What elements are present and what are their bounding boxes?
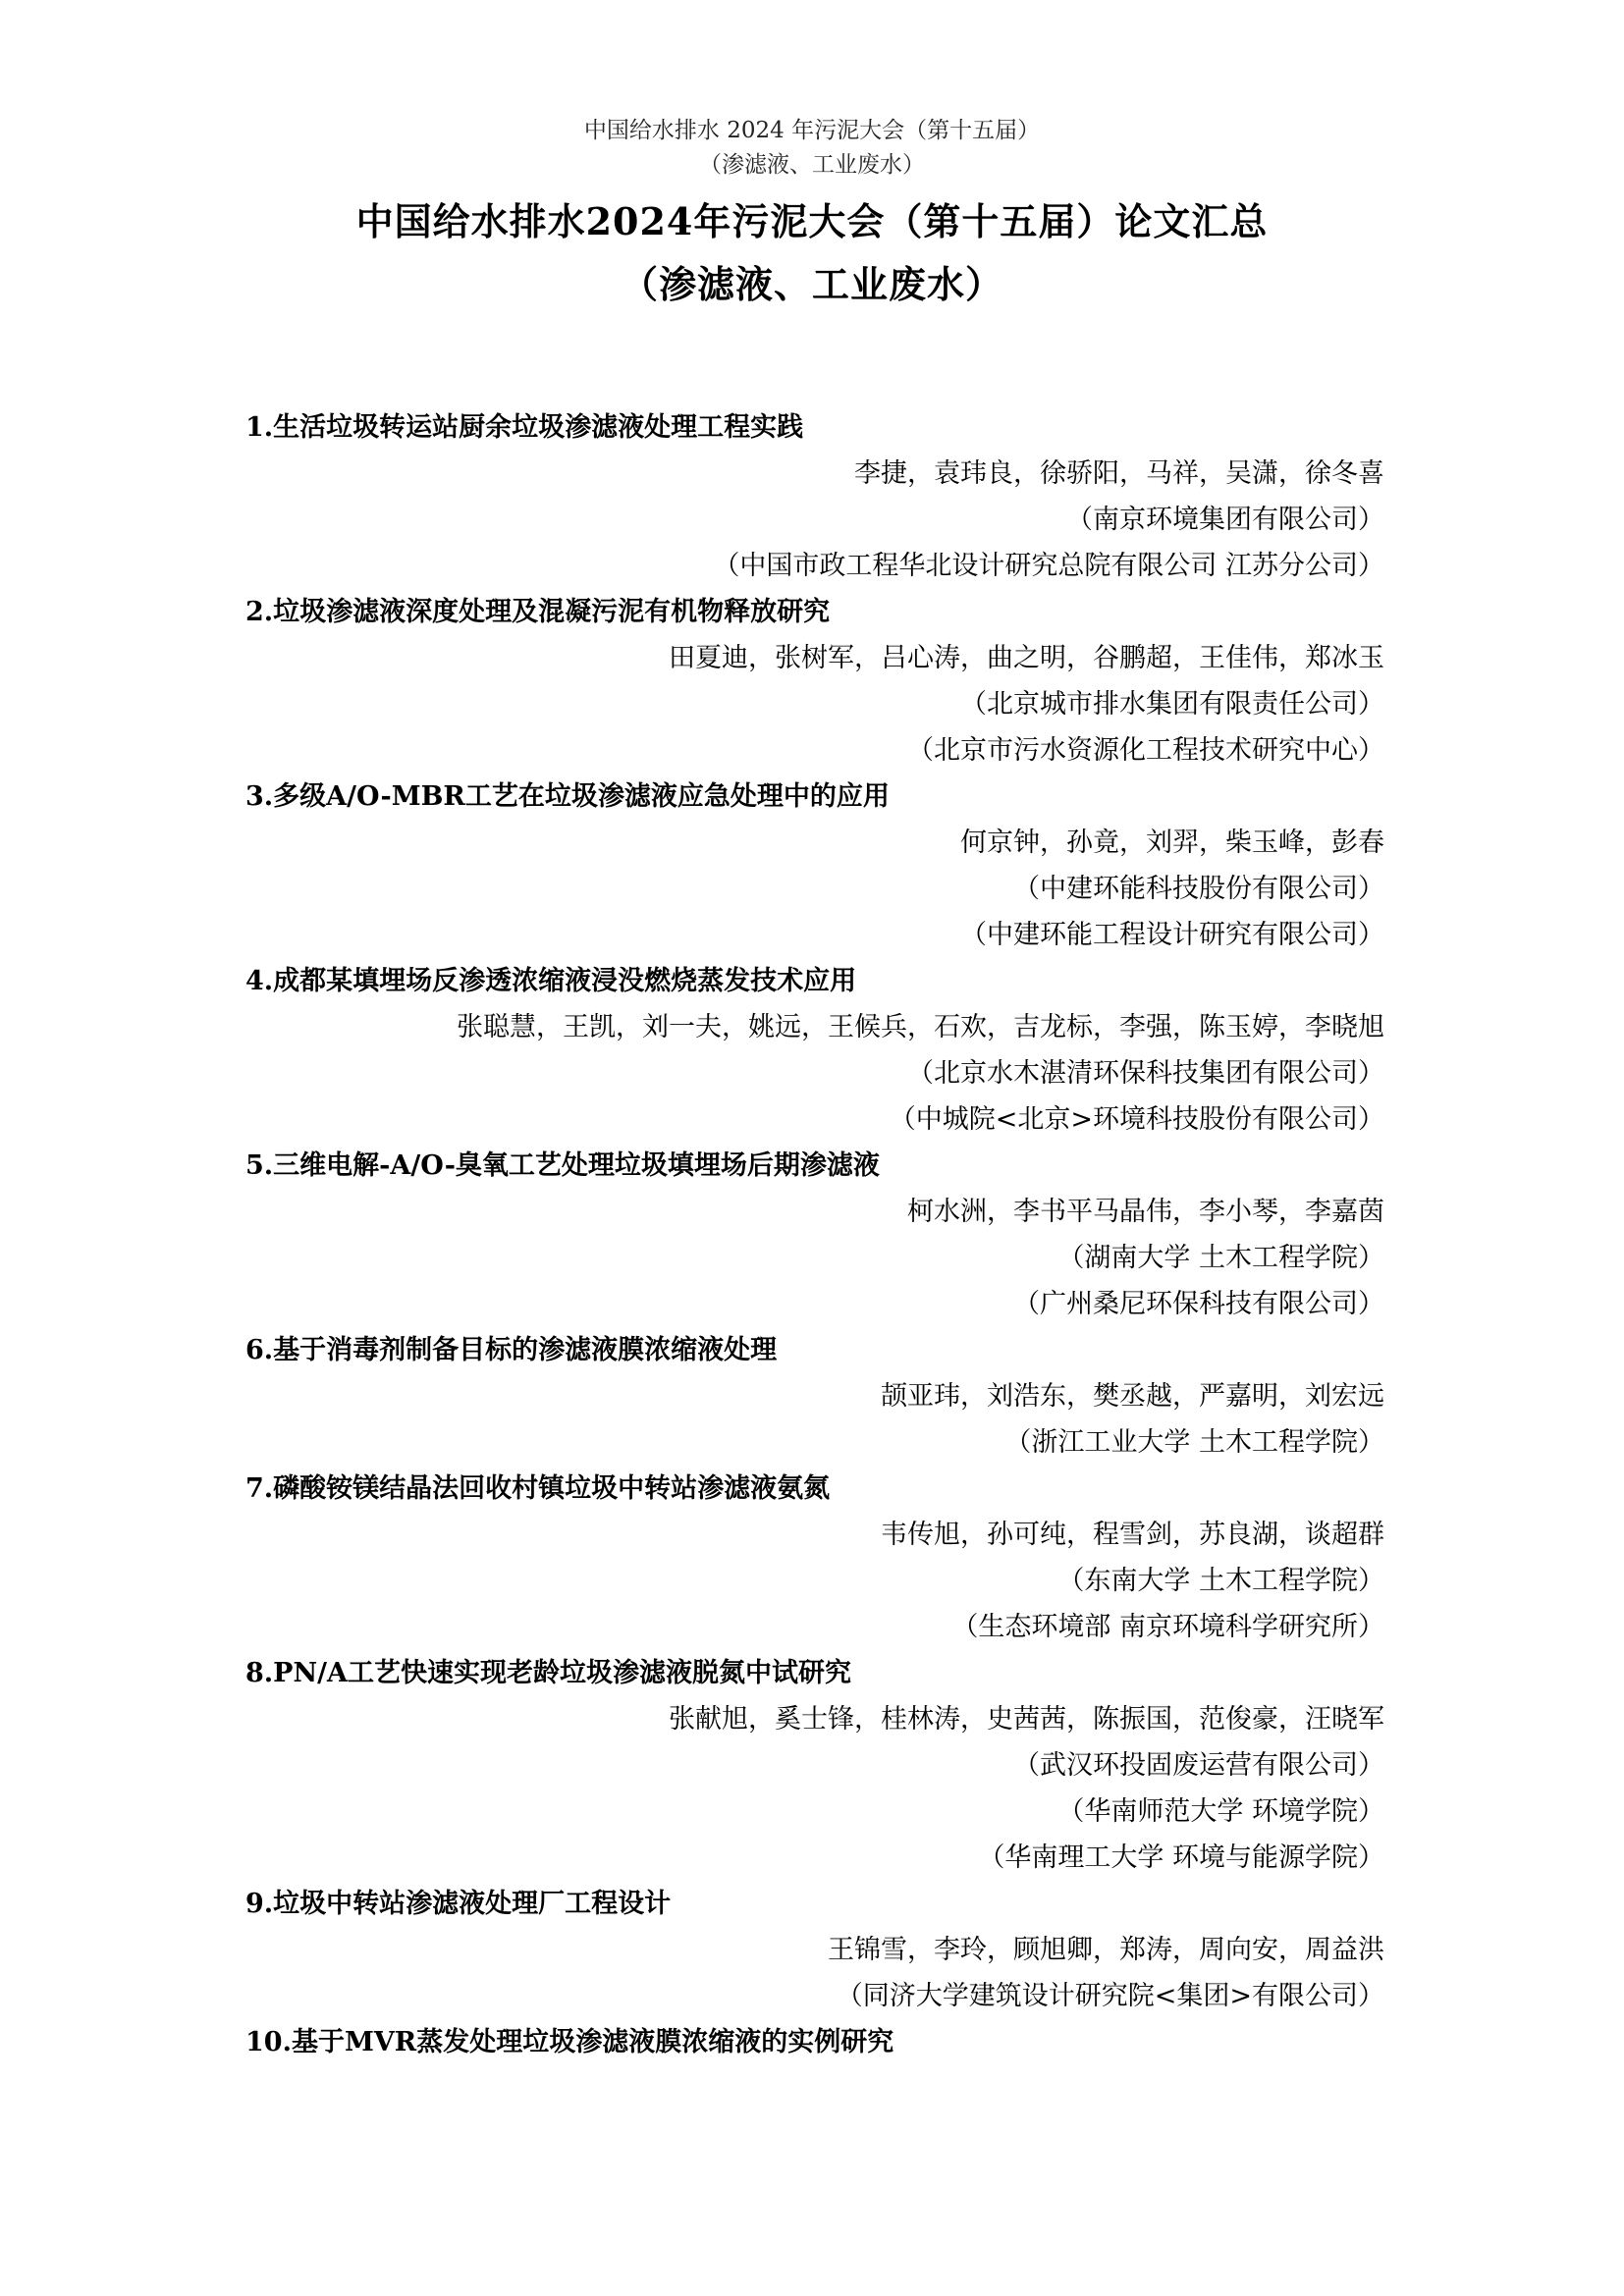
paper-authors: 颉亚玮，刘浩东，樊丞越，严嘉明，刘宏远 bbox=[881, 1381, 1384, 1412]
paper-title: 4.成都某填埋场反渗透浓缩液浸没燃烧蒸发技术应用 bbox=[245, 966, 857, 996]
paper-affiliation: （东南大学 土木工程学院） bbox=[1057, 1566, 1384, 1596]
paper-affiliation: （华南理工大学 环境与能源学院） bbox=[978, 1842, 1384, 1873]
paper-affiliation: （北京市污水资源化工程技术研究中心） bbox=[907, 735, 1384, 766]
paper-entry bbox=[245, 1881, 1384, 2019]
paper-entry bbox=[245, 1650, 1384, 1881]
paper-title: 8.PN/A工艺快速实现老龄垃圾渗滤液脱氮中试研究 bbox=[245, 1658, 851, 1688]
page-title: 中国给水排水2024年污泥大会（第十五届）论文汇总 bbox=[355, 199, 1269, 243]
paper-authors: 李捷，袁玮良，徐骄阳，马祥，吴潇，徐冬喜 bbox=[854, 458, 1384, 489]
paper-affiliation: （湖南大学 土木工程学院） bbox=[1057, 1243, 1384, 1273]
paper-authors: 田夏迪，张树军，吕心涛，曲之明，谷鹏超，王佳伟，郑冰玉 bbox=[669, 643, 1384, 673]
paper-affiliation: （北京城市排水集团有限责任公司） bbox=[960, 689, 1384, 720]
paper-affiliation: （华南师范大学 环境学院） bbox=[1057, 1796, 1384, 1827]
paper-affiliation: （生态环境部 南京环境科学研究所） bbox=[951, 1612, 1384, 1642]
paper-affiliation: （北京水木湛清环保科技集团有限公司） bbox=[907, 1058, 1384, 1089]
paper-title: 7.磷酸铵镁结晶法回收村镇垃圾中转站渗滤液氨氮 bbox=[245, 1473, 831, 1504]
paper-entry bbox=[245, 958, 1384, 1143]
paper-entry bbox=[245, 2019, 1384, 2065]
paper-entry bbox=[245, 1327, 1384, 1466]
paper-affiliation: （中建环能科技股份有限公司） bbox=[1013, 874, 1384, 904]
paper-authors: 何京钟，孙竟，刘羿，柴玉峰，彭春 bbox=[960, 828, 1384, 858]
paper-affiliation: （武汉环投固废运营有限公司） bbox=[1013, 1750, 1384, 1781]
paper-title: 5.三维电解-A/O-臭氧工艺处理垃圾填埋场后期渗滤液 bbox=[245, 1150, 880, 1181]
paper-affiliation: （同济大学建筑设计研究院<集团>有限公司） bbox=[836, 1981, 1384, 2011]
paper-entry bbox=[245, 1143, 1384, 1327]
paper-affiliation: （南京环境集团有限公司） bbox=[1066, 505, 1384, 535]
paper-authors: 王锦雪，李玲，顾旭卿，郑涛，周向安，周益洪 bbox=[828, 1935, 1384, 1965]
paper-entry bbox=[245, 404, 1384, 589]
paper-list bbox=[245, 404, 1384, 2065]
paper-title: 2.垃圾渗滤液深度处理及混凝污泥有机物释放研究 bbox=[245, 597, 831, 627]
paper-entry bbox=[245, 1466, 1384, 1650]
paper-affiliation: （浙江工业大学 土木工程学院） bbox=[1004, 1427, 1384, 1458]
paper-entry bbox=[245, 774, 1384, 958]
running-header-line2: （渗滤液、工业废水） bbox=[699, 152, 925, 178]
paper-authors: 张聪慧，王凯，刘一夫，姚远，王候兵，石欢，吉龙标，李强，陈玉婷，李晓旭 bbox=[457, 1012, 1384, 1042]
paper-authors: 柯水洲，李书平马晶伟，李小琴，李嘉茵 bbox=[907, 1197, 1384, 1227]
paper-title: 6.基于消毒剂制备目标的渗滤液膜浓缩液处理 bbox=[245, 1335, 778, 1365]
paper-affiliation: （中城院<北京>环境科技股份有限公司） bbox=[889, 1104, 1384, 1135]
paper-title: 3.多级A/O-MBR工艺在垃圾渗滤液应急处理中的应用 bbox=[245, 781, 890, 812]
paper-affiliation: （广州桑尼环保科技有限公司） bbox=[1013, 1289, 1384, 1319]
running-header-line1: 中国给水排水 2024 年污泥大会（第十五届） bbox=[583, 118, 1041, 143]
paper-title: 9.垃圾中转站渗滤液处理厂工程设计 bbox=[245, 1889, 672, 1919]
paper-entry bbox=[245, 589, 1384, 774]
paper-title: 10.基于MVR蒸发处理垃圾渗滤液膜浓缩液的实例研究 bbox=[245, 2027, 894, 2057]
page-subtitle: （渗滤液、工业废水） bbox=[620, 262, 1003, 306]
paper-authors: 张献旭，奚士锋，桂林涛，史茜茜，陈振国，范俊豪，汪晓军 bbox=[669, 1704, 1384, 1735]
paper-affiliation: （中国市政工程华北设计研究总院有限公司 江苏分公司） bbox=[713, 551, 1384, 581]
paper-authors: 韦传旭，孙可纯，程雪剑，苏良湖，谈超群 bbox=[881, 1520, 1384, 1550]
paper-title: 1.生活垃圾转运站厨余垃圾渗滤液处理工程实践 bbox=[245, 412, 804, 443]
paper-affiliation: （中建环能工程设计研究有限公司） bbox=[960, 920, 1384, 950]
